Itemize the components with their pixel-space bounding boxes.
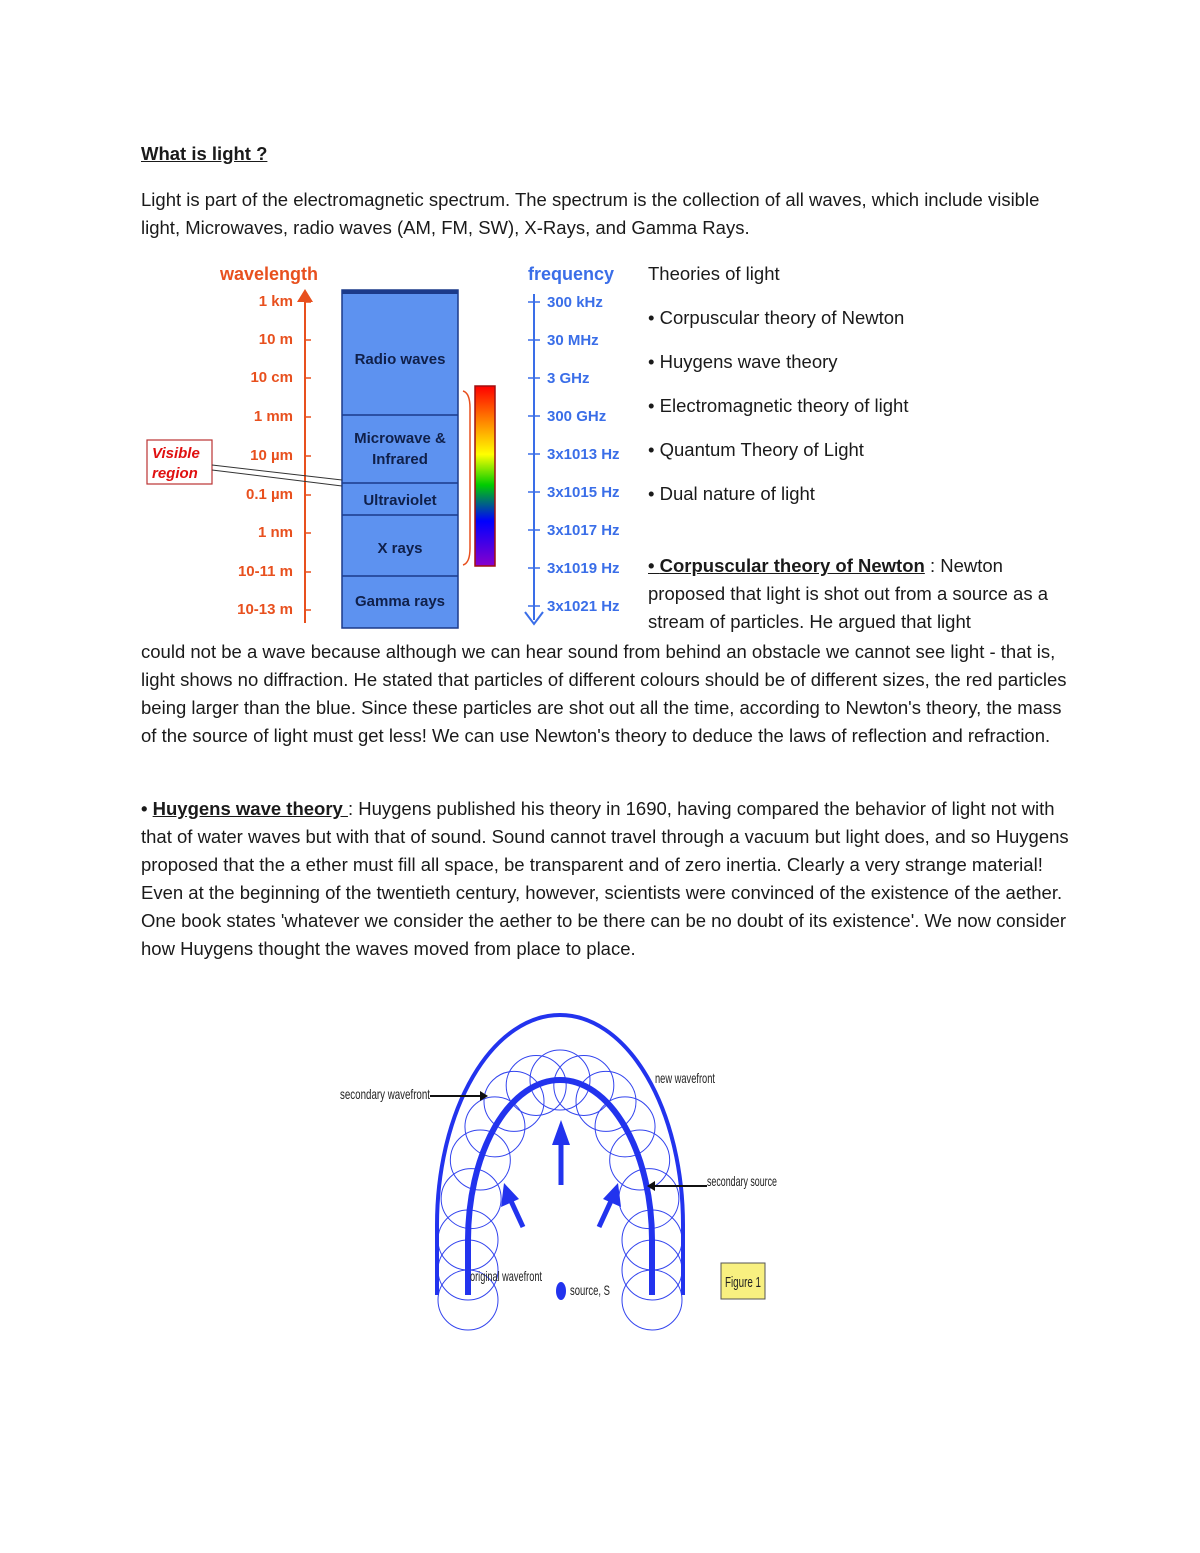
page-title: What is light ? [141, 143, 268, 164]
wavelength-tick-label: 10-13 m [237, 601, 293, 618]
list-item: • Huygens wave theory [648, 351, 838, 372]
original-wavefront [468, 1080, 652, 1295]
wavelength-axis-arrow [297, 289, 313, 302]
huygens-wavefront-figure [330, 1005, 790, 1317]
frequency-tick-label: 3x1015 Hz [547, 484, 620, 501]
secondary-source-label: secondary source [707, 1173, 778, 1189]
list-item: • Electromagnetic theory of light [648, 395, 909, 416]
huygens-body: : Huygens published his theory in 1690, having compared the behavior of light not with that of water waves but with that of sound. Sound cannot travel through a vacuum but light does, and so Huygens proposed that the a ether must fill all space, be transparent and of zero inertia. Clearly a very strange material! Even at the beginning of the twentieth century, however, scientists were convinced of the existence of the aether. One book states 'whatever we consider the aether to be there can be no doubt of its existence'. We now consider how Huygens thought the waves moved from place to place. [141, 798, 1069, 959]
new-wavefront-label: new wavefront [655, 1070, 716, 1086]
list-item: • Corpuscular theory of Newton [648, 307, 905, 328]
figure-label: Figure 1 [725, 1274, 761, 1291]
frequency-tick-label: 3x1017 Hz [547, 522, 620, 539]
list-item: • Quantum Theory of Light [648, 439, 864, 460]
intro-paragraph: Light is part of the electromagnetic spectrum. The spectrum is the collection of all waves, which include visible light, Microwaves, radio waves (AM, FM, SW), X-Rays, and Gamma Rays. [141, 189, 1040, 238]
huygens-bullet: • [141, 798, 153, 819]
wavelength-tick-label: 10 cm [250, 369, 293, 386]
band-radio: Radio waves [354, 351, 446, 368]
wavelength-tick-label: 1 km [258, 293, 293, 310]
wavelength-tick-label: 10 µm [250, 447, 293, 464]
wavelength-tick-label: 0.1 µm [246, 486, 293, 503]
theories-list [648, 260, 1068, 524]
wavelength-label: wavelength [220, 264, 319, 284]
source-dot [556, 1282, 566, 1300]
newton-lead: : Newton proposed that light is shot out from a source as a stream of particles. He argued that light [648, 555, 1049, 632]
source-label: source, S [570, 1282, 610, 1298]
band-microwave: Microwave & [354, 430, 446, 447]
huygens-heading: Huygens wave theory [152, 798, 348, 819]
frequency-tick-label: 300 kHz [547, 294, 603, 311]
visible-rainbow [475, 386, 495, 566]
up-right-arrow [599, 1183, 621, 1227]
newton-bullet: • [648, 555, 660, 576]
wavelength-tick-label: 1 nm [257, 524, 293, 541]
visible-brace [463, 391, 470, 565]
huygens-paragraph [141, 795, 1081, 963]
secondary-wavefront-label: secondary wavefront [340, 1086, 431, 1102]
wavelength-tick-label: 1 mm [253, 408, 293, 425]
frequency-tick-label: 3x1013 Hz [547, 446, 620, 463]
band-xrays: X rays [377, 540, 423, 557]
band-infrared: Infrared [372, 451, 428, 468]
theories-heading: Theories of light [648, 263, 780, 284]
region-label: region [152, 465, 198, 482]
newton-heading: Corpuscular theory of Newton [659, 555, 925, 576]
frequency-label: frequency [528, 264, 615, 284]
band-gamma: Gamma rays [354, 593, 446, 610]
frequency-tick-label: 3 GHz [547, 370, 590, 387]
frequency-tick-label: 30 MHz [547, 332, 599, 349]
up-left-arrow [501, 1183, 523, 1227]
visible-label: Visible [152, 445, 200, 462]
wavelength-tick-label: 10-11 m [237, 563, 293, 580]
em-spectrum-diagram [140, 258, 640, 638]
up-arrow [552, 1120, 570, 1185]
frequency-tick-label: 300 GHz [547, 408, 607, 425]
original-wavefront-label: original wavefront [470, 1268, 543, 1284]
newton-paragraph [648, 552, 1068, 636]
newton-paragraph-continued: could not be a wave because although we can hear sound from behind an obstacle we cannot see light - that is, light shows no diffraction. He stated that particles of different colours should be of different sizes, the red particles being larger than the blue. Since these particles are shot out all the time, according to Newton's theory, the mass of the source of light must get less! We can use Newton's theory to deduce the laws of reflection and refraction. [141, 641, 1067, 746]
band-ultraviolet: Ultraviolet [363, 492, 437, 509]
frequency-tick-label: 3x1021 Hz [547, 598, 620, 615]
list-item: • Dual nature of light [648, 483, 815, 504]
wavelength-tick-label: 10 m [258, 331, 293, 348]
frequency-tick-label: 3x1019 Hz [547, 560, 620, 577]
